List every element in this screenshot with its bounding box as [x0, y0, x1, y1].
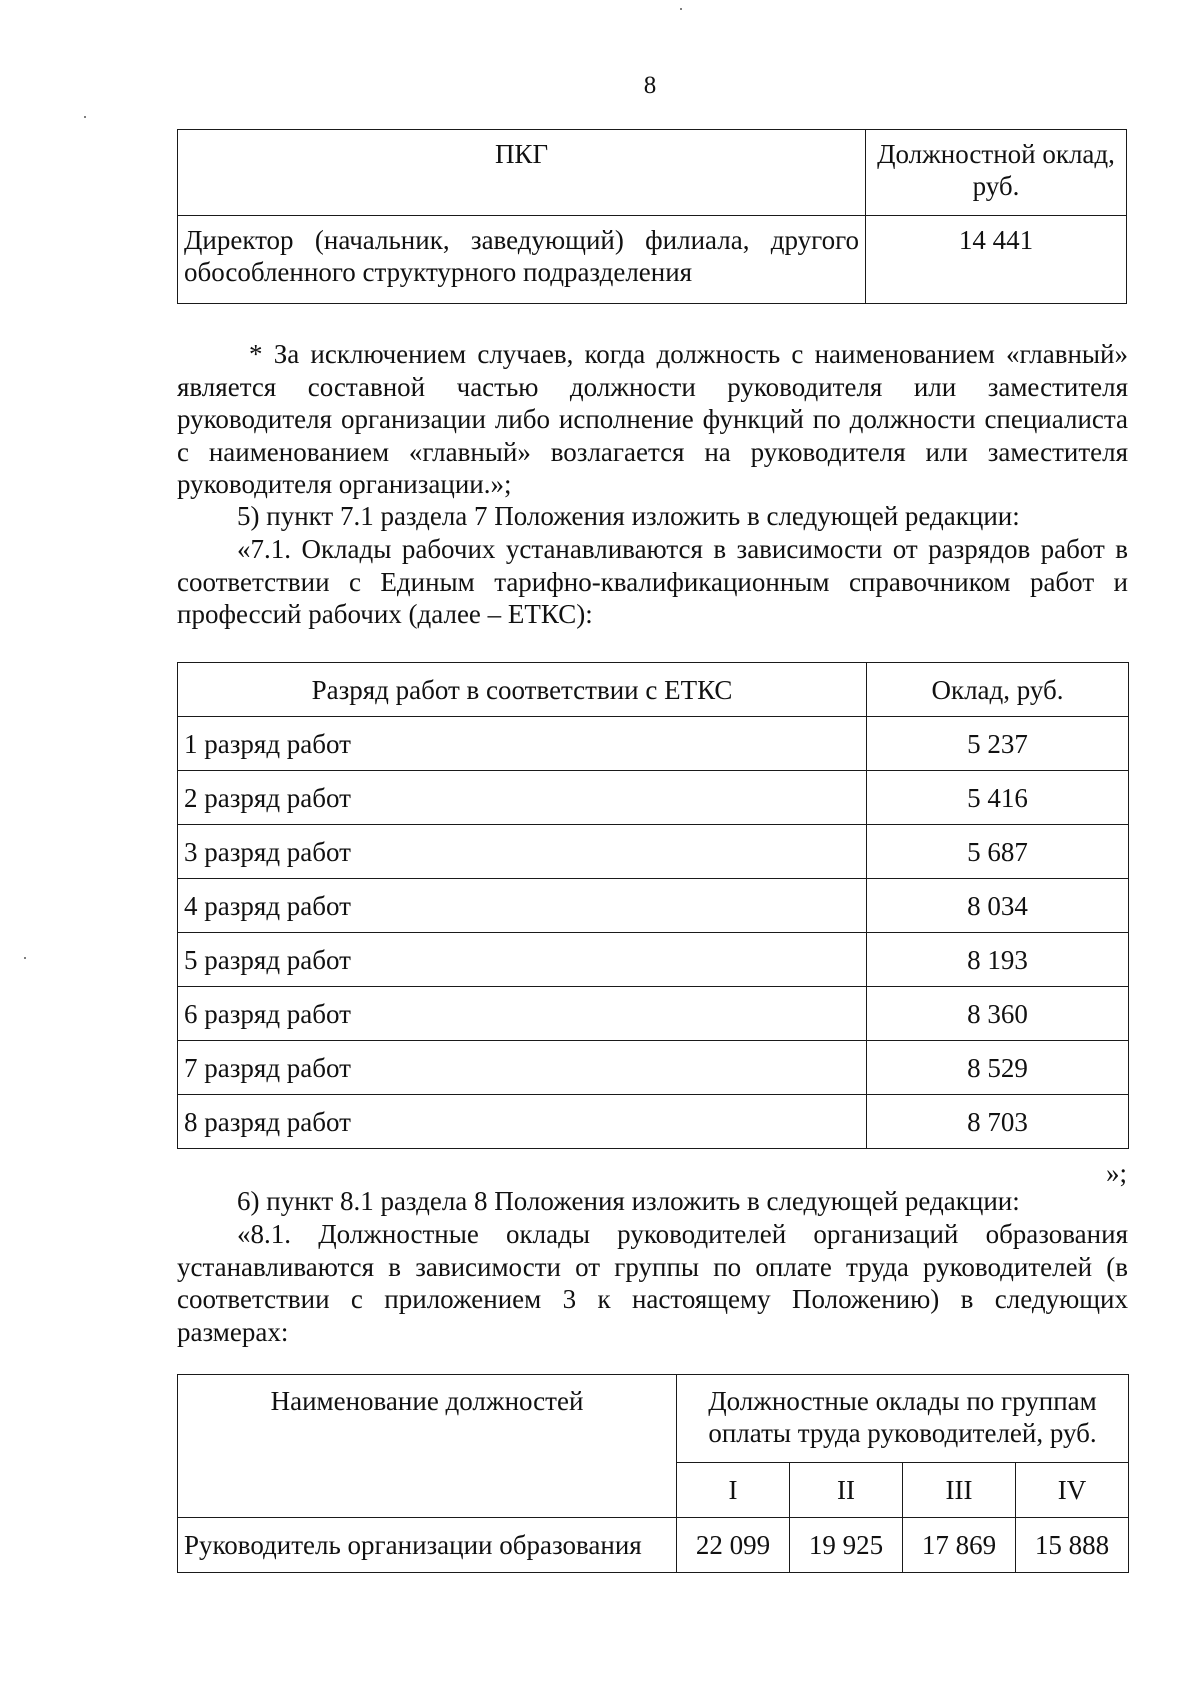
table-row: [178, 987, 1129, 1041]
pkg-salary-table: [177, 129, 1127, 304]
header-salary: Должностной оклад, руб.: [866, 130, 1127, 216]
salary-cell: 17 869: [902, 1518, 1015, 1573]
scan-speck: [680, 8, 682, 10]
table-header-row: [178, 130, 1127, 216]
grade-cell: 8 разряд работ: [178, 1095, 867, 1149]
salary-cell: 8 529: [867, 1041, 1129, 1095]
table-row: [178, 933, 1129, 987]
table-row: [178, 717, 1129, 771]
salary-cell: 8 193: [867, 933, 1129, 987]
grade-cell: 1 разряд работ: [178, 717, 867, 771]
closing-quote: »;: [1105, 1158, 1127, 1188]
table-header-row: [178, 663, 1129, 717]
scan-speck: [84, 116, 86, 118]
grade-cell: 5 разряд работ: [178, 933, 867, 987]
group-label: III: [902, 1463, 1015, 1518]
footnote-paragraph: * За исключением случаев, когда должность с наименованием «главный» является составной частью должности руководителя или заместителя руководителя организации либо исполнение функций по должности специалиста с наименованием «главный» возлагается на руководителя или заместителя руководителя организации.»;: [177, 339, 1128, 499]
header-salary-groups: Должностные оклады по группам оплаты труда руководителей, руб.: [677, 1375, 1129, 1463]
header-salary: Оклад, руб.: [867, 663, 1129, 717]
salary-cell: 8 034: [867, 879, 1129, 933]
etks-grade-table: [177, 662, 1129, 1149]
table-row: [178, 771, 1129, 825]
salary-cell: 14 441: [866, 216, 1127, 304]
grade-cell: 6 разряд работ: [178, 987, 867, 1041]
table-header-row: [178, 1375, 1129, 1463]
salary-cell: 19 925: [789, 1518, 902, 1573]
salary-cell: 5 237: [867, 717, 1129, 771]
salary-cell: 5 687: [867, 825, 1129, 879]
header-grade: Разряд работ в соответствии с ЕТКС: [178, 663, 867, 717]
clause-8-1-paragraph: «8.1. Должностные оклады руководителей организаций образования устанавливаются в зависимости от группы по оплате труда руководителей (в соответствии с приложением 3 к настоящему Положению) в следующих размерах:: [177, 1219, 1128, 1347]
table-row: [178, 216, 1127, 304]
position-cell: Руководитель организации образования: [178, 1518, 677, 1573]
table-row: [178, 1095, 1129, 1149]
table-row: [178, 825, 1129, 879]
clause-7-1-paragraph: «7.1. Оклады рабочих устанавливаются в зависимости от разрядов работ в соответствии с Единым тарифно-квалификационным справочником работ и профессий рабочих (далее – ЕТКС):: [177, 534, 1128, 629]
grade-cell: 3 разряд работ: [178, 825, 867, 879]
page-number: 8: [643, 72, 657, 99]
salary-cell: 22 099: [677, 1518, 790, 1573]
table-row: [178, 1518, 1129, 1573]
group-label: I: [677, 1463, 790, 1518]
group-label: IV: [1015, 1463, 1128, 1518]
group-label: II: [789, 1463, 902, 1518]
item-5-paragraph: 5) пункт 7.1 раздела 7 Положения изложить в следующей редакции:: [237, 501, 1020, 531]
position-cell: Директор (начальник, заведующий) филиала, другого обособленного структурного подразделения: [178, 216, 866, 304]
salary-cell: 5 416: [867, 771, 1129, 825]
head-salary-table: [177, 1374, 1129, 1573]
table-row: [178, 879, 1129, 933]
scan-speck: [24, 957, 26, 959]
salary-cell: 8 360: [867, 987, 1129, 1041]
grade-cell: 2 разряд работ: [178, 771, 867, 825]
header-pkg: ПКГ: [178, 130, 866, 216]
table-row: [178, 1041, 1129, 1095]
salary-cell: 15 888: [1015, 1518, 1128, 1573]
grade-cell: 7 разряд работ: [178, 1041, 867, 1095]
grade-cell: 4 разряд работ: [178, 879, 867, 933]
salary-cell: 8 703: [867, 1095, 1129, 1149]
header-position-name: Наименование должностей: [178, 1375, 677, 1518]
item-6-paragraph: 6) пункт 8.1 раздела 8 Положения изложить в следующей редакции:: [237, 1186, 1020, 1216]
